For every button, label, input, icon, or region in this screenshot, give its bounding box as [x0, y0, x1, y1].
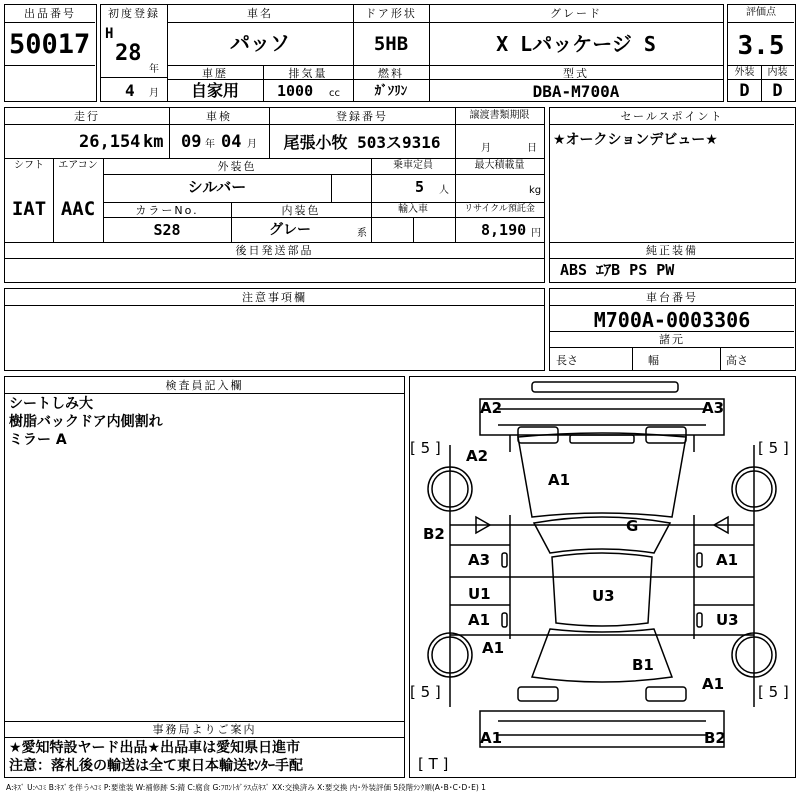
- plate-number: 尾張小牧 503ス9316: [283, 133, 441, 152]
- mark-front-left-corner: A2: [480, 399, 503, 417]
- transfer-label: 譲渡書類期限: [469, 110, 530, 121]
- sales-point-text: ★オークションデビュー★: [553, 132, 718, 148]
- office-line-1: ★愛知特設ヤード出品★出品車は愛知県日進市: [9, 740, 301, 756]
- capacity-label: 乗車定員: [393, 160, 433, 171]
- mark-left-rear-fender: A1: [482, 639, 505, 657]
- insp-month-unit: 月: [247, 139, 257, 150]
- model-label: 型式: [563, 67, 589, 80]
- office-line-2: 注意：落札後の輸送は全て東日本輸送ｾﾝﾀｰ手配: [9, 758, 303, 774]
- year-unit: 年: [149, 64, 159, 75]
- length-label: 長さ: [556, 354, 578, 367]
- lot-number: 50017: [9, 29, 91, 60]
- mileage-unit: km: [143, 132, 164, 152]
- mark-windshield: G: [626, 517, 639, 535]
- later-parts-label: 後日発送部品: [235, 244, 314, 257]
- sales-point-label: セールスポイント: [620, 110, 724, 123]
- first-reg-label: 初度登録: [108, 7, 160, 20]
- door-label: ドア形状: [365, 7, 417, 20]
- displacement: 1000: [277, 82, 314, 100]
- max-load-unit: kg: [529, 185, 542, 196]
- inspector-label: 検査員記入欄: [165, 379, 244, 392]
- first-reg-month: 4: [125, 81, 135, 100]
- model: DBA-M700A: [532, 82, 620, 101]
- caution-box: [4, 288, 545, 371]
- capacity-unit: 人: [439, 185, 449, 196]
- vehicle-header: [100, 4, 724, 102]
- max-load-label: 最大積載量: [474, 160, 525, 171]
- mileage: 26,154: [79, 132, 141, 152]
- ext-color-label: 外装色: [217, 160, 257, 173]
- recycle-label: リサイクル預託金: [464, 204, 535, 214]
- mark-right-rear-door: U3: [716, 611, 739, 629]
- mark-front-right-corner: A3: [702, 399, 725, 417]
- details-block: [4, 107, 545, 283]
- chassis-number: M700A-0003306: [593, 308, 751, 332]
- tire-front-right: [ 5 ]: [758, 439, 789, 457]
- int-color: グレー: [269, 222, 311, 238]
- trunk-mark: [ T ]: [418, 755, 449, 773]
- ac: AAC: [60, 198, 96, 220]
- int-color-label: 内装色: [281, 204, 321, 217]
- inspection-label: 車検: [206, 110, 232, 123]
- fuel-label: 燃料: [378, 67, 404, 80]
- mark-left-rear-door-upper: U1: [468, 585, 491, 603]
- sales-point-box: [549, 107, 796, 283]
- tire-rear-left: [ 5 ]: [410, 683, 441, 701]
- fuel: ｶﾞｿﾘﾝ: [374, 84, 408, 99]
- mark-right-front-door: A1: [716, 551, 739, 569]
- score: 3.5: [737, 31, 785, 61]
- car-name: パッソ: [230, 31, 290, 55]
- capacity: 5: [415, 178, 425, 196]
- score-label: 評価点: [746, 7, 776, 18]
- grade: X Lパッケージ S: [496, 32, 656, 56]
- exterior-label: 外装: [734, 67, 755, 78]
- shift-label: シフト: [14, 160, 44, 171]
- ext-color: シルバー: [187, 178, 247, 196]
- chassis-label: 車台番号: [646, 291, 698, 304]
- mark-left-door-front: B2: [423, 525, 445, 543]
- specs-label: 諸元: [659, 333, 685, 346]
- mark-rear-glass: B1: [632, 656, 654, 674]
- interior-grade: D: [772, 81, 783, 101]
- month-unit: 月: [149, 88, 159, 99]
- first-reg-year: 28: [115, 41, 142, 66]
- legend: A:ｷｽﾞ U:ﾍｺﾐ B:ｷｽﾞを伴うﾍｺﾐ P:要塗装 W:補修跡 S:錆 C:腐食 G:ﾌﾛﾝﾄｶﾞﾗｽ点ｷｽﾞ XX:交換済み X:要交換 内･外装評価 5段階ﾗﾝｸ順(A･B･C･D･E) 1: [6, 783, 486, 792]
- mileage-label: 走行: [74, 110, 100, 123]
- mark-left-rear-door: A1: [468, 611, 491, 629]
- width-label: 幅: [648, 354, 659, 367]
- displacement-unit: cc: [329, 88, 340, 99]
- history: 自家用: [190, 81, 239, 100]
- interior-label: 内装: [767, 67, 788, 78]
- inspector-line-1: シートしみ大: [9, 396, 93, 412]
- score-box: [727, 4, 796, 102]
- height-label: 高さ: [726, 354, 748, 367]
- tire-front-left: [ 5 ]: [410, 439, 441, 457]
- caution-label: 注意事項欄: [242, 291, 307, 304]
- mark-right-rear-fender: A1: [702, 675, 725, 693]
- plate-label: 登録番号: [336, 110, 388, 123]
- displacement-label: 排気量: [288, 67, 328, 80]
- mark-rear-right-corner: B2: [704, 729, 726, 747]
- insp-year: 09: [181, 132, 202, 152]
- equipment-text: ABS ｴｱB PS PW: [560, 261, 675, 279]
- office-label: 事務局よりご案内: [152, 723, 257, 736]
- car-diagram: [409, 376, 796, 778]
- transfer-day-unit: 日: [527, 143, 537, 154]
- color-no: S28: [153, 221, 181, 239]
- ac-label: エアコン: [58, 160, 98, 171]
- car-outline-drawing: [410, 377, 794, 776]
- mark-rear-left-corner: A1: [480, 729, 503, 747]
- recycle-unit: 円: [531, 228, 541, 239]
- mark-hood: A1: [548, 471, 571, 489]
- car-name-label: 車名: [247, 7, 273, 20]
- shift: IAT: [11, 198, 47, 220]
- history-label: 車歴: [202, 67, 228, 80]
- color-no-label: カラーNo.: [135, 204, 199, 217]
- chassis-box: [549, 288, 796, 371]
- recycle-fee: 8,190: [481, 221, 527, 239]
- tire-rear-right: [ 5 ]: [758, 683, 789, 701]
- inspector-box: [4, 376, 405, 778]
- inspector-line-2: 樹脂バックドア内側割れ: [9, 414, 163, 430]
- mark-left-front-door: A3: [468, 551, 491, 569]
- inspector-line-3: ミラー A: [9, 432, 67, 448]
- int-color-suffix: 系: [357, 228, 367, 239]
- import-label: 輸入車: [398, 204, 428, 215]
- era: H: [105, 26, 114, 42]
- insp-year-unit: 年: [205, 139, 215, 150]
- grade-label: グレード: [550, 7, 602, 20]
- exterior-grade: D: [739, 81, 750, 101]
- insp-month: 04: [221, 132, 242, 152]
- equipment-label: 純正装備: [646, 244, 698, 257]
- lot-number-box: [4, 4, 97, 102]
- lot-number-label: 出品番号: [24, 7, 76, 20]
- transfer-month-unit: 月: [481, 143, 491, 154]
- mark-roof: U3: [592, 587, 615, 605]
- mark-front-left-fender: A2: [466, 447, 489, 465]
- door-type: 5HB: [373, 33, 409, 55]
